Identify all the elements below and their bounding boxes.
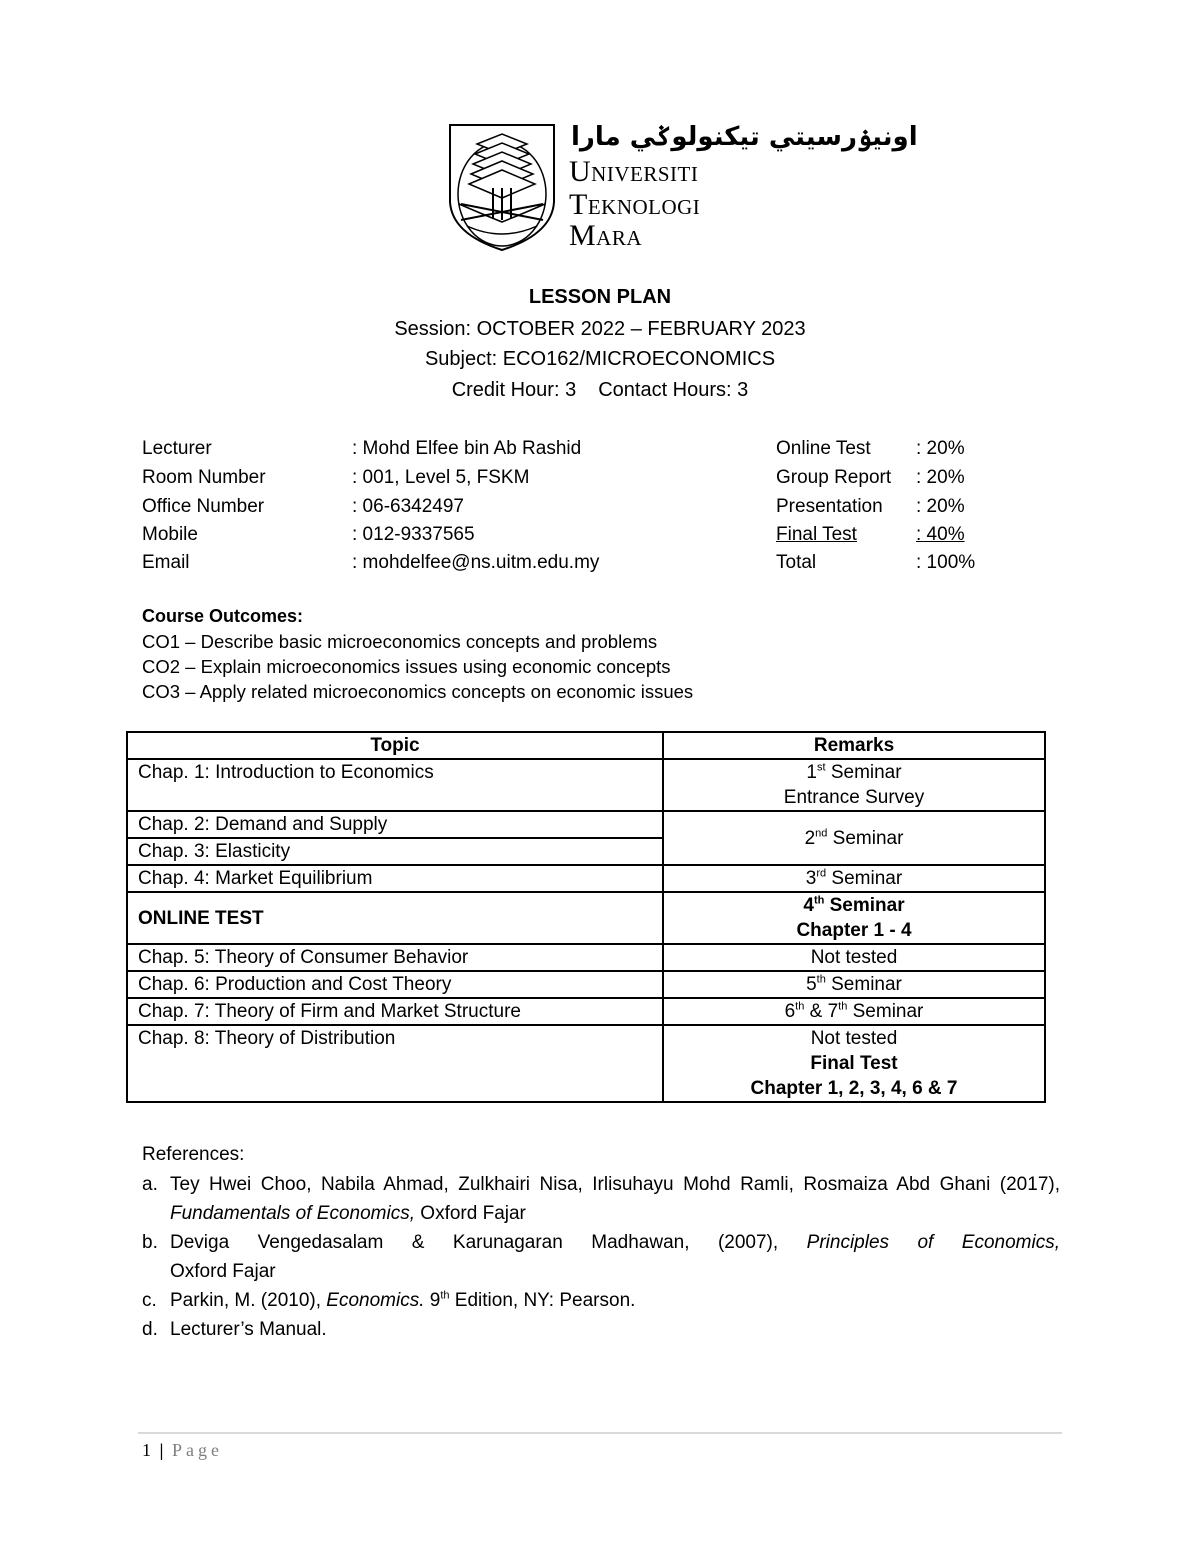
reference-item-b: b. Deviga Vengedasalam & Karunagaran Madhawan, (2007), Principles of Economics, Oxford Fajar <box>142 1228 1060 1286</box>
course-outcome-item: CO1 – Describe basic microeconomics concepts and problems <box>142 631 658 652</box>
topics-table <box>126 731 1046 1103</box>
uitm-crest-icon <box>447 122 557 252</box>
remarks-cell: 1st Seminar Entrance Survey <box>663 759 1045 811</box>
reference-label: b. <box>142 1232 158 1253</box>
hours-line <box>0 379 1200 402</box>
topic-cell: ONLINE TEST <box>127 892 663 944</box>
assess-value-presentation: : 20% <box>916 496 965 517</box>
remarks-cell: 3rd Seminar <box>663 865 1045 892</box>
remarks-cell: 2nd Seminar <box>663 811 1045 865</box>
reference-text: Lecturer’s Manual. <box>170 1319 327 1340</box>
reference-item-d <box>142 1315 1060 1344</box>
logo-line-1: Universiti <box>569 155 699 188</box>
assess-label-online: Online Test <box>776 438 871 459</box>
topic-cell: Chap. 5: Theory of Consumer Behavior <box>127 944 663 971</box>
assess-label-final: Final Test <box>776 524 857 545</box>
table-row <box>127 1025 1045 1102</box>
info-value-office: : 06-6342497 <box>352 496 464 517</box>
topic-cell: Chap. 8: Theory of Distribution <box>127 1025 663 1102</box>
info-label-lecturer: Lecturer <box>142 438 212 459</box>
table-row <box>127 759 1045 811</box>
header-topic: Topic <box>127 732 663 759</box>
footer-divider <box>138 1432 1062 1434</box>
info-value-mobile: : 012-9337565 <box>352 524 475 545</box>
page-title: LESSON PLAN <box>528 286 672 308</box>
topic-cell: Chap. 6: Production and Cost Theory <box>127 971 663 998</box>
info-value-room: : 001, Level 5, FSKM <box>352 467 530 488</box>
reference-label: d. <box>142 1319 158 1340</box>
topic-cell: Chap. 2: Demand and Supply <box>127 811 663 838</box>
reference-text: Deviga Vengedasalam & Karunagaran Madhawan, (2007), Principles of Economics, <box>170 1232 1061 1253</box>
logo-line-2: Teknologi <box>569 188 701 221</box>
info-label-mobile: Mobile <box>142 524 198 545</box>
remarks-cell: Not tested <box>663 944 1045 971</box>
footer-separator: | <box>159 1440 164 1460</box>
info-value-email[interactable]: : mohdelfee@ns.uitm.edu.my <box>352 552 600 573</box>
table-row <box>127 892 1045 944</box>
assess-value-online: : 20% <box>916 438 965 459</box>
reference-item-c <box>142 1286 1060 1315</box>
reference-item-a: a. Tey Hwei Choo, Nabila Ahmad, Zulkhairi Nisa, Irlisuhayu Mohd Ramli, Rosmaiza Abd Ghani (2017), Fundamentals of Economics, Oxford Fajar <box>142 1170 1060 1228</box>
topic-cell: Chap. 3: Elasticity <box>127 838 663 865</box>
table-row <box>127 811 1045 838</box>
table-header-row <box>127 732 1045 759</box>
info-label-office: Office Number <box>142 496 265 517</box>
header-remarks: Remarks <box>663 732 1045 759</box>
subject-line: Subject: ECO162/MICROECONOMICS <box>424 348 776 370</box>
course-outcome-item: CO2 – Explain microeconomics issues using economic concepts <box>142 656 671 677</box>
remarks-cell: 4th Seminar Chapter 1 - 4 <box>663 892 1045 944</box>
credit-hour: Credit Hour: 3 <box>451 379 577 401</box>
page-footer <box>142 1440 223 1461</box>
reference-label: a. <box>142 1174 158 1195</box>
topic-cell: Chap. 4: Market Equilibrium <box>127 865 663 892</box>
reference-text: Tey Hwei Choo, Nabila Ahmad, Zulkhairi Nisa, Irlisuhayu Mohd Ramli, Rosmaiza Abd Ghani (2017), <box>170 1174 1060 1195</box>
info-value-lecturer: : Mohd Elfee bin Ab Rashid <box>352 438 582 459</box>
assess-label-total: Total <box>776 552 817 573</box>
remarks-cell: 5th Seminar <box>663 971 1045 998</box>
reference-text: Parkin, M. (2010), Economics. 9th Edition, NY: Pearson. <box>170 1289 636 1311</box>
assess-label-group: Group Report <box>776 467 892 488</box>
reference-label: c. <box>142 1290 157 1311</box>
logo-arabic-text: اونيۏرسيتي تيکنولوݢي مارا <box>571 122 918 152</box>
topic-cell: Chap. 7: Theory of Firm and Market Structure <box>127 998 663 1025</box>
page-word: Page <box>171 1440 223 1460</box>
table-row <box>127 998 1045 1025</box>
session-line: Session: OCTOBER 2022 – FEBRUARY 2023 <box>394 318 806 340</box>
course-outcomes-title: Course Outcomes: <box>142 606 304 626</box>
table-row <box>127 944 1045 971</box>
remarks-cell: Not tested Final Test Chapter 1, 2, 3, 4, 6 & 7 <box>663 1025 1045 1102</box>
assess-label-presentation: Presentation <box>776 496 883 517</box>
references-title: References: <box>142 1144 245 1165</box>
info-label-room: Room Number <box>142 467 266 488</box>
table-row <box>127 971 1045 998</box>
topic-cell: Chap. 1: Introduction to Economics <box>127 759 663 811</box>
page-number: 1 <box>142 1440 151 1460</box>
reference-title-italic: Fundamentals of Economics, <box>170 1203 416 1224</box>
remarks-cell: 6th & 7th Seminar <box>663 998 1045 1025</box>
table-row <box>127 865 1045 892</box>
logo-line-3: Mara <box>569 219 643 252</box>
course-outcome-item: CO3 – Apply related microeconomics concepts on economic issues <box>142 681 694 702</box>
assess-value-final: : 40% <box>916 524 965 545</box>
contact-hours: Contact Hours: 3 <box>598 379 749 401</box>
info-label-email: Email <box>142 552 190 573</box>
uitm-logo <box>447 122 918 254</box>
assess-value-total: : 100% <box>916 552 976 573</box>
assess-value-group: : 20% <box>916 467 965 488</box>
